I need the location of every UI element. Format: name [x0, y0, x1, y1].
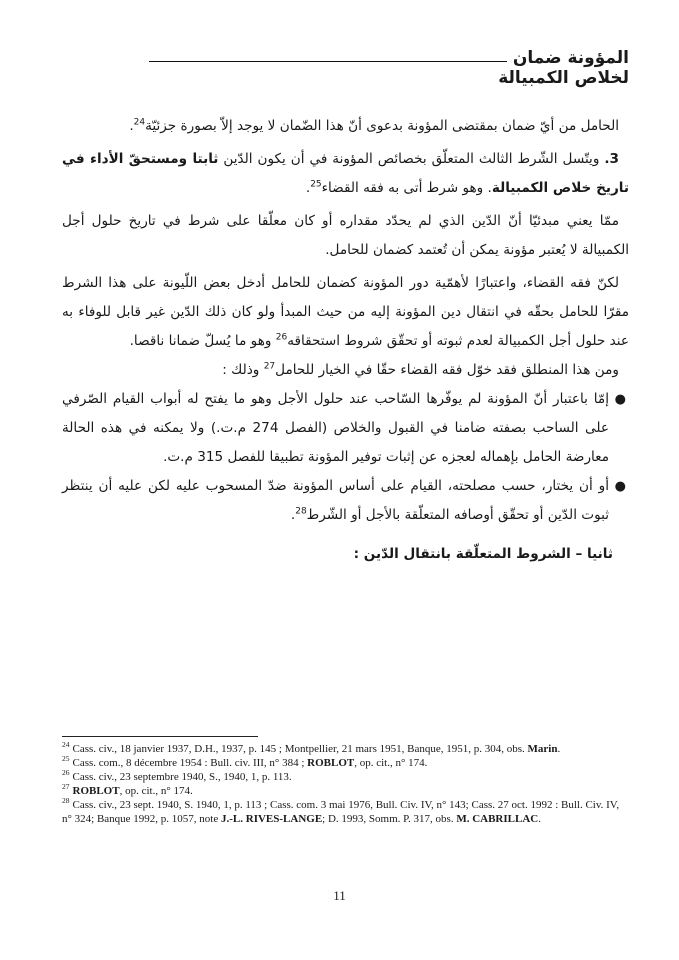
footnote: $^{24}$ Cass. civ., 18 janvier 1937, D.H., 1937, p. 145 ; Montpellier, 21 mars 1951, Banque, 1951, p. 304, obs. Marin. — [62, 740, 561, 755]
footnotes — [62, 742, 627, 826]
footnote: $^{28}$ Cass. civ., 23 sept. 1940, S. 1940, 1, p. 113 ; Cass. com. 3 mai 1976, Bull. Civ. IV, n° 143; Cass. 27 oct. 1992 : Bull. Civ. IV, n° 324; Banque 1992, p. 1057, note J.-L. RIVES-LANGE; D. 1993, Somm. P. 317, obs. M. CABRILLAC. — [62, 796, 620, 825]
footnote: $^{26}$ Cass. civ., 23 septembre 1940, S., 1940, 1, p. 113. — [62, 768, 292, 783]
footnote-ref[interactable]: 25 — [310, 179, 322, 190]
paragraph: ممّا يعني مبدئيّا أنّ الدّين الذي لم يحدّد مقداره أو كان معلّقا على شرط في تاريخ حلول أجل الكمبيالة لا يُعتبر مؤونة يمكن أن تُعتمد كضمان للحامل. — [62, 213, 629, 258]
main-text — [62, 112, 629, 569]
footnote-separator — [62, 736, 258, 737]
section-heading: ثانيا – الشروط المتعلّقة بانتقال الدّين : — [353, 546, 613, 562]
paragraph: الحامل من أيّ ضمان بمقتضى المؤونة بدعوى أنّ هذا الضّمان لا يوجد إلاّ بصورة جزئيّة$^{24}$. — [129, 117, 619, 134]
header-title: المؤونة ضمان — [512, 48, 629, 68]
page-number: 11 — [333, 888, 346, 903]
footnote: $^{25}$ Cass. com., 8 décembre 1954 : Bull. civ. III, n° 384 ; ROBLOT, op. cit., n° 174. — [62, 754, 428, 769]
header-rule — [149, 61, 507, 62]
header-subtitle: لخلاص الكمبيالة — [498, 68, 629, 88]
paragraph: ومن هذا المنطلق فقد خوّل فقه القضاء حقّا في الخيار للحامل$^{27}$ وذلك : — [222, 361, 619, 378]
list-item: ● أو أن يختار، حسب مصلحته، القيام على أساس المؤونة ضدّ المسحوب عليه لكن عليه أن ينتظر ثبوت الدّين أو تحقّق أوصافه المتعلّقة بالأجل أو الشّرط$^{28}$. — [62, 472, 629, 530]
bullet-icon: ● — [614, 479, 626, 494]
bullet-icon: ● — [614, 392, 626, 407]
paragraph: 3. ويتّسل الشّرط الثالث المتعلّق بخصائص المؤونة في أن يكون الدّين ثابتا ومستحقّ الأداء في تاريخ خلاص الكمبيالة. وهو شرط أتى به فقه القضاء$^{25}$. — [62, 151, 629, 196]
footnote: $^{27}$ ROBLOT, op. cit., n° 174. — [62, 782, 193, 797]
running-header — [149, 40, 629, 68]
footnote-ref[interactable]: 24 — [133, 117, 146, 128]
list-item: ● إمّا باعتبار أنّ المؤونة لم يوفّرها السّاحب عند حلول الأجل وهو ما يفتح له أبواب القيام الصّرفي على الساحب بصفته ضامنا في القبول والخلاص (الفصل 274 م.ت.) ولا يمكنه في هذه الحالة معارضة الحامل بإهماله لعجزه عن إثبات توفير المؤونة تطبيقا للفصل 315 م.ت. — [62, 385, 629, 472]
footnote-ref[interactable]: 28 — [295, 506, 307, 517]
footnote-ref[interactable]: 27 — [263, 361, 276, 372]
paragraph: لكنّ فقه القضاء، واعتبارًا لأهمّية دور المؤونة كضمان للحامل أدخل بعض اللّيونة على هذا الشرط مقرّا للحامل بحقّه في انتقال دين المؤونة إليه من حيث المبدأ ولو كان ذلك الدّين غير قابل للوفاء به عند حلول أجل الكمبيالة لعدم ثبوته أو تحقّق شروط استحقاقه$^{26}$ وهو ما يُسلّ ضمانا ناقصا. — [62, 275, 629, 349]
options-list — [62, 385, 629, 530]
footnote-ref[interactable]: 26 — [275, 332, 288, 343]
